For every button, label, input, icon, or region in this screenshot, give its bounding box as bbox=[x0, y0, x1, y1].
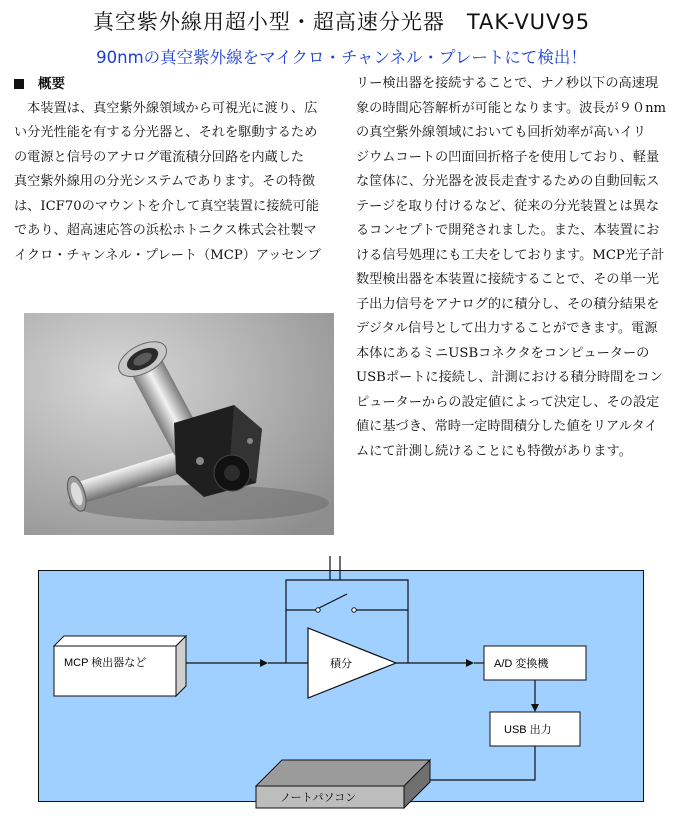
paragraph-line: るコンセプトで開発されました。また、本装置にお bbox=[356, 223, 660, 238]
block-diagram-svg bbox=[38, 570, 644, 802]
paragraph-line: 本体にあるミニUSBコネクタをコンピューターの bbox=[356, 345, 650, 361]
mcp-detector-label: MCP 検出器など bbox=[63, 656, 146, 669]
paragraph-line: ジウムコートの凹面回折格子を使用しており、軽量 bbox=[356, 149, 660, 165]
switch-contact-right bbox=[351, 607, 355, 611]
paragraph-line: 値に基づき、常時一定時間積分した値をリアルタイ bbox=[356, 419, 658, 434]
mcp-detector-box bbox=[54, 646, 176, 696]
bullet-square-icon bbox=[14, 79, 24, 89]
paragraph-line: ピューターからの設定値によって決定し、その設定 bbox=[356, 394, 660, 410]
paragraph-line: の真空紫外線領域においても回折効率が高いイリ bbox=[356, 125, 647, 140]
paragraph-line: リー検出器を接続することで、ナノ秒以下の高速現 bbox=[356, 76, 659, 91]
paragraph-line: の電源と信号のアナログ電流積分回路を内蔵した bbox=[14, 149, 305, 165]
paragraph-line: 子出力信号をアナログ的に積分し、その積分結果を bbox=[356, 296, 660, 312]
overview-heading bbox=[14, 72, 336, 97]
overview-heading-text: 概要 bbox=[38, 76, 65, 92]
page-subtitle: 90nmの真空紫外線をマイクロ・チャンネル・プレートにて検出！ bbox=[96, 48, 587, 67]
paragraph-line: な筐体に、分光器を波長走査するための自動回転ス bbox=[356, 174, 660, 189]
paragraph-line: ける信号処理にも工夫をしております。MCP光子計 bbox=[356, 247, 665, 263]
arrow-head bbox=[260, 659, 268, 667]
overview-left-column bbox=[14, 72, 336, 268]
arrow-head bbox=[466, 659, 474, 667]
paragraph-line: イクロ・チャンネル・プレート（MCP）アッセンブ bbox=[14, 247, 321, 263]
paragraph-line: であり、超高速応答の浜松ホトニクス株式会社製マ bbox=[14, 223, 317, 238]
block-diagram bbox=[38, 570, 644, 802]
usb-to-pc-wire bbox=[416, 746, 535, 780]
integrator-amplifier bbox=[308, 628, 396, 698]
paragraph-line: は、ICF70のマウントを介して真空装置に接続可能 bbox=[14, 198, 319, 214]
usb-output-label: USB 出力 bbox=[503, 723, 552, 736]
paragraph-line: ムにて計測し続けることにも特徴があります。 bbox=[356, 443, 632, 459]
paragraph-line: 真空紫外線用の分光システムであります。その特徴 bbox=[14, 174, 315, 189]
switch-arm bbox=[319, 594, 347, 608]
paragraph-line: テージを取り付けるなど、従来の分光装置とは異な bbox=[356, 198, 660, 214]
paragraph-line: デジタル信号として出力することができます。電源 bbox=[356, 321, 658, 336]
paragraph-line: 象の時間応答解析が可能となります。波長が９０nm bbox=[356, 100, 667, 116]
ad-converter-label: A/D 変換機 bbox=[493, 657, 548, 670]
page-title: 真空紫外線用超小型・超高速分光器 TAK-VUV95 bbox=[92, 10, 591, 34]
switch-contact-left bbox=[315, 607, 319, 611]
overview-right-column bbox=[356, 72, 674, 464]
arrow-head bbox=[531, 704, 539, 712]
paragraph-line: い分光性能を有する分光器と、それを駆動するため bbox=[14, 125, 318, 140]
paragraph-line: USBポートに接続し、計測における積分時間をコン bbox=[356, 370, 663, 385]
notebook-pc-label: ノートパソコン bbox=[279, 791, 356, 804]
paragraph-line: 本装置は、真空紫外線領域から可視光に渡り、広 bbox=[14, 100, 318, 116]
spectrometer-device-image bbox=[24, 313, 334, 535]
paragraph-line: 数型検出器を本装置に接続することで、その単一光 bbox=[356, 272, 660, 287]
product-photo bbox=[24, 313, 334, 535]
integrator-label: 積分 bbox=[329, 657, 352, 670]
